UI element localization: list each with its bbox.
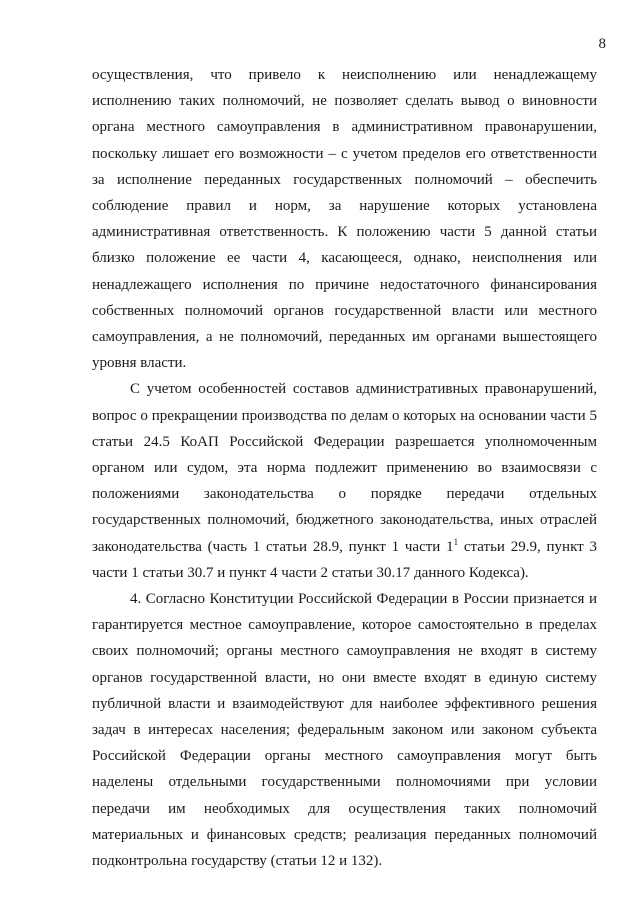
paragraph-text-before-superscript: С учетом особенностей составов административных правонарушений, вопрос о прекращении производства по делам о которых на основании части 5 статьи 24.5 КоАП Российской Федерации разрешается уполномоченным органом или судом, эта норма подлежит применению во взаимосвязи с положениями законодательства о порядке передачи отдельных государственных полномочий, бюджетного законодательства, иных отраслей законодательства (часть 1 статьи 28.9, пункт 1 части 1 — [92, 381, 597, 555]
superscript-marker: 1 — [453, 536, 459, 547]
paragraph-constitution: 4. Согласно Конституции Российской Федерации в России признается и гарантируется местное самоуправление, которое самостоятельно в пределах своих полномочий; органы местного самоуправления не входят в систему органов государственной власти, но они вместе входят в единую систему публичной власти и взаимодействуют для наиболее эффективного решения задач в интересах населения; федеральным законом или законом субъекта Российской Федерации органы местного самоуправления могут быть наделены отдельными государственными полномочиями при условии передачи им необходимых для осуществления таких полномочий материальных и финансовых средств; реализация переданных полномочий подконтрольна государству (статьи 12 и 132). — [92, 591, 597, 870]
paragraph-offense-composition — [92, 376, 597, 586]
paragraph-continuation: осуществления, что привело к неисполнению или ненадлежащему исполнению таких полномочий, не позволяет сделать вывод о виновности органа местного самоуправления в административном правонарушении, поскольку лишает его возможности – с учетом пределов его ответственности за исполнение переданных государственных полномочий – обеспечить соблюдение правил и норм, за нарушение которых установлена административная ответственность. К положению части 5 данной статьи близко положение ее части 4, касающееся, однако, неисполнения или ненадлежащего исполнения по причине недостаточного финансирования собственных полномочий органов государственной власти или местного самоуправления, а не полномочий, переданных им органами вышестоящего уровня власти. — [92, 67, 597, 372]
paragraph-text-after-superscript: статьи 29.9, пункт 3 части 1 статьи 30.7 и пункт 4 части 2 статьи 30.17 данного Кодекса). — [92, 538, 597, 581]
page-number: 8 — [598, 36, 606, 52]
document-body — [92, 62, 597, 874]
